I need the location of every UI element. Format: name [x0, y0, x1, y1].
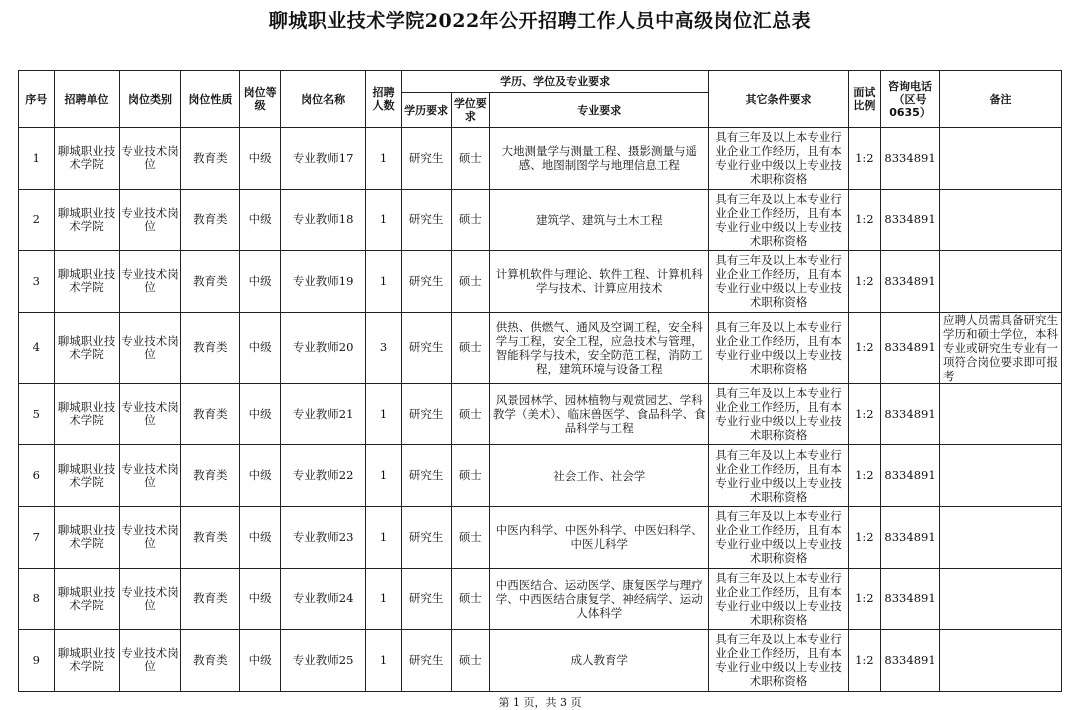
cell-degree: 硕士: [451, 568, 490, 630]
cell-ratio: 1:2: [848, 568, 880, 630]
cell-count: 3: [366, 312, 402, 383]
table-row: [19, 630, 1062, 692]
cell-degree: 硕士: [451, 630, 490, 692]
cell-nature: 教育类: [181, 128, 240, 190]
cell-ratio: 1:2: [848, 251, 880, 313]
cell-ratio: 1:2: [848, 383, 880, 445]
cell-other: 具有三年及以上本专业行业企业工作经历，且有本专业行业中级以上专业技术职称资格: [709, 630, 848, 692]
table-body: [19, 128, 1062, 692]
cell-major: 大地测量学与测量工程、摄影测量与遥感、地图制图学与地理信息工程: [490, 128, 709, 190]
table-row: [19, 445, 1062, 507]
cell-post-name: 专业教师22: [280, 445, 365, 507]
cell-nature: 教育类: [181, 445, 240, 507]
header-degree: 学位要求: [451, 93, 490, 128]
header-major: 专业要求: [490, 93, 709, 128]
cell-count: 1: [366, 506, 402, 568]
header-unit: 招聘单位: [54, 71, 119, 128]
cell-degree: 硕士: [451, 312, 490, 383]
cell-seq: 6: [19, 445, 55, 507]
cell-major: 建筑学、建筑与土木工程: [490, 189, 709, 251]
cell-other: 具有三年及以上本专业行业企业工作经历，且有本专业行业中级以上专业技术职称资格: [709, 312, 848, 383]
cell-category: 专业技术岗位: [119, 251, 181, 313]
cell-category: 专业技术岗位: [119, 445, 181, 507]
cell-other: 具有三年及以上本专业行业企业工作经历，且有本专业行业中级以上专业技术职称资格: [709, 568, 848, 630]
cell-nature: 教育类: [181, 506, 240, 568]
header-seq: 序号: [19, 71, 55, 128]
cell-nature: 教育类: [181, 312, 240, 383]
cell-category: 专业技术岗位: [119, 630, 181, 692]
cell-level: 中级: [240, 128, 281, 190]
cell-phone: 8334891: [881, 445, 940, 507]
header-nature: 岗位性质: [181, 71, 240, 128]
cell-note: [939, 251, 1061, 313]
cell-nature: 教育类: [181, 630, 240, 692]
cell-category: 专业技术岗位: [119, 189, 181, 251]
cell-note: [939, 189, 1061, 251]
cell-other: 具有三年及以上本专业行业企业工作经历，且有本专业行业中级以上专业技术职称资格: [709, 189, 848, 251]
cell-level: 中级: [240, 568, 281, 630]
cell-degree: 硕士: [451, 445, 490, 507]
cell-ratio: 1:2: [848, 630, 880, 692]
cell-ratio: 1:2: [848, 312, 880, 383]
cell-unit: 聊城职业技术学院: [54, 445, 119, 507]
cell-nature: 教育类: [181, 383, 240, 445]
header-ratio: 面试比例: [848, 71, 880, 128]
cell-edu: 研究生: [401, 506, 451, 568]
cell-unit: 聊城职业技术学院: [54, 506, 119, 568]
header-other: 其它条件要求: [709, 71, 848, 128]
cell-unit: 聊城职业技术学院: [54, 383, 119, 445]
cell-major: 社会工作、社会学: [490, 445, 709, 507]
cell-post-name: 专业教师17: [280, 128, 365, 190]
header-edu-group: 学历、学位及专业要求: [401, 71, 709, 93]
cell-unit: 聊城职业技术学院: [54, 312, 119, 383]
cell-edu: 研究生: [401, 189, 451, 251]
positions-table: [18, 70, 1062, 692]
header-count: 招聘人数: [366, 71, 402, 128]
cell-post-name: 专业教师20: [280, 312, 365, 383]
cell-phone: 8334891: [881, 630, 940, 692]
cell-seq: 4: [19, 312, 55, 383]
cell-degree: 硕士: [451, 189, 490, 251]
cell-post-name: 专业教师21: [280, 383, 365, 445]
cell-phone: 8334891: [881, 568, 940, 630]
cell-degree: 硕士: [451, 251, 490, 313]
cell-edu: 研究生: [401, 312, 451, 383]
cell-level: 中级: [240, 383, 281, 445]
cell-degree: 硕士: [451, 506, 490, 568]
cell-level: 中级: [240, 312, 281, 383]
cell-note: [939, 128, 1061, 190]
cell-ratio: 1:2: [848, 445, 880, 507]
cell-edu: 研究生: [401, 383, 451, 445]
cell-other: 具有三年及以上本专业行业企业工作经历，且有本专业行业中级以上专业技术职称资格: [709, 251, 848, 313]
cell-level: 中级: [240, 251, 281, 313]
cell-phone: 8334891: [881, 312, 940, 383]
cell-nature: 教育类: [181, 568, 240, 630]
cell-other: 具有三年及以上本专业行业企业工作经历，且有本专业行业中级以上专业技术职称资格: [709, 445, 848, 507]
table-row: [19, 189, 1062, 251]
cell-major: 中西医结合、运动医学、康复医学与理疗学、中西医结合康复学、神经病学、运动人体科学: [490, 568, 709, 630]
cell-note: [939, 445, 1061, 507]
cell-category: 专业技术岗位: [119, 128, 181, 190]
cell-phone: 8334891: [881, 383, 940, 445]
cell-seq: 9: [19, 630, 55, 692]
cell-seq: 1: [19, 128, 55, 190]
table-row: [19, 312, 1062, 383]
table-row: [19, 383, 1062, 445]
page-title: 聊城职业技术学院2022年公开招聘工作人员中高级岗位汇总表: [268, 10, 812, 32]
cell-level: 中级: [240, 445, 281, 507]
cell-nature: 教育类: [181, 251, 240, 313]
cell-other: 具有三年及以上本专业行业企业工作经历，且有本专业行业中级以上专业技术职称资格: [709, 383, 848, 445]
cell-category: 专业技术岗位: [119, 312, 181, 383]
cell-count: 1: [366, 630, 402, 692]
header-phone: 咨询电话（区号0635）: [881, 71, 940, 128]
cell-post-name: 专业教师23: [280, 506, 365, 568]
cell-edu: 研究生: [401, 445, 451, 507]
cell-edu: 研究生: [401, 568, 451, 630]
cell-count: 1: [366, 251, 402, 313]
cell-phone: 8334891: [881, 189, 940, 251]
cell-ratio: 1:2: [848, 506, 880, 568]
cell-post-name: 专业教师24: [280, 568, 365, 630]
cell-degree: 硕士: [451, 383, 490, 445]
cell-seq: 7: [19, 506, 55, 568]
header-note: 备注: [939, 71, 1061, 128]
cell-phone: 8334891: [881, 128, 940, 190]
cell-post-name: 专业教师25: [280, 630, 365, 692]
cell-note: [939, 568, 1061, 630]
cell-category: 专业技术岗位: [119, 506, 181, 568]
cell-unit: 聊城职业技术学院: [54, 251, 119, 313]
cell-category: 专业技术岗位: [119, 383, 181, 445]
header-post-name: 岗位名称: [280, 71, 365, 128]
cell-other: 具有三年及以上本专业行业企业工作经历，且有本专业行业中级以上专业技术职称资格: [709, 506, 848, 568]
table-row: [19, 506, 1062, 568]
cell-major: 成人教育学: [490, 630, 709, 692]
cell-seq: 2: [19, 189, 55, 251]
cell-phone: 8334891: [881, 251, 940, 313]
cell-count: 1: [366, 568, 402, 630]
header-edu: 学历要求: [401, 93, 451, 128]
cell-note: [939, 506, 1061, 568]
cell-level: 中级: [240, 630, 281, 692]
cell-ratio: 1:2: [848, 128, 880, 190]
cell-seq: 3: [19, 251, 55, 313]
cell-major: 计算机软件与理论、软件工程、计算机科学与技术、计算应用技术: [490, 251, 709, 313]
cell-ratio: 1:2: [848, 189, 880, 251]
header-category: 岗位类别: [119, 71, 181, 128]
table-row: [19, 128, 1062, 190]
cell-note: [939, 630, 1061, 692]
cell-edu: 研究生: [401, 128, 451, 190]
page-footer: 第 1 页，共 3 页: [498, 696, 582, 709]
cell-category: 专业技术岗位: [119, 568, 181, 630]
cell-major: 供热、供燃气、通风及空调工程，安全科学与工程，安全工程，应急技术与管理，智能科学与技术，安全防范工程，消防工程，建筑环境与设备工程: [490, 312, 709, 383]
cell-degree: 硕士: [451, 128, 490, 190]
table-row: [19, 251, 1062, 313]
cell-unit: 聊城职业技术学院: [54, 630, 119, 692]
header-level: 岗位等级: [240, 71, 281, 128]
cell-count: 1: [366, 445, 402, 507]
cell-count: 1: [366, 383, 402, 445]
table-row: [19, 568, 1062, 630]
cell-note: 应聘人员需具备研究生学历和硕士学位，本科专业或研究生专业有一项符合岗位要求即可报考: [939, 312, 1061, 383]
cell-phone: 8334891: [881, 506, 940, 568]
cell-unit: 聊城职业技术学院: [54, 568, 119, 630]
cell-unit: 聊城职业技术学院: [54, 128, 119, 190]
cell-seq: 5: [19, 383, 55, 445]
cell-major: 中医内科学、中医外科学、中医妇科学、中医儿科学: [490, 506, 709, 568]
cell-other: 具有三年及以上本专业行业企业工作经历，且有本专业行业中级以上专业技术职称资格: [709, 128, 848, 190]
cell-nature: 教育类: [181, 189, 240, 251]
cell-post-name: 专业教师19: [280, 251, 365, 313]
cell-level: 中级: [240, 189, 281, 251]
cell-unit: 聊城职业技术学院: [54, 189, 119, 251]
cell-count: 1: [366, 189, 402, 251]
cell-note: [939, 383, 1061, 445]
cell-edu: 研究生: [401, 251, 451, 313]
cell-post-name: 专业教师18: [280, 189, 365, 251]
cell-major: 风景园林学、园林植物与观赏园艺、学科教学（美术）、临床兽医学、食品科学、食品科学与工程: [490, 383, 709, 445]
cell-seq: 8: [19, 568, 55, 630]
cell-count: 1: [366, 128, 402, 190]
cell-level: 中级: [240, 506, 281, 568]
cell-edu: 研究生: [401, 630, 451, 692]
